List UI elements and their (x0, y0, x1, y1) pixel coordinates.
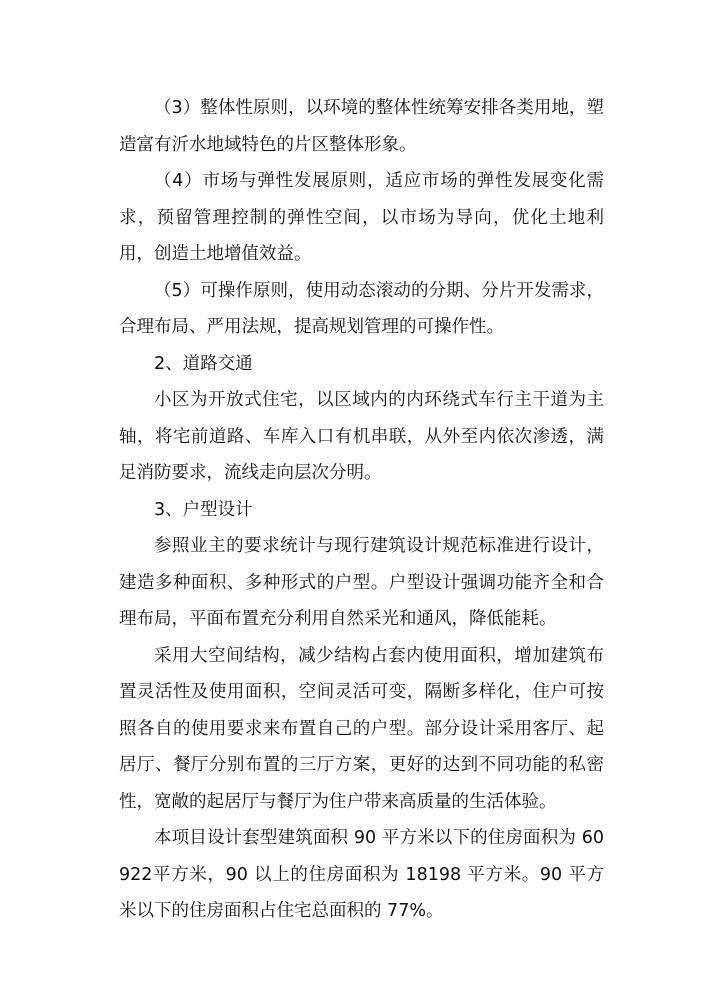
paragraph-principle-5: （5）可操作原则，使用动态滚动的分期、分片开发需求，合理布局、严用法规，提高规划管理的可操作性。 (119, 280, 604, 337)
section-heading-road-traffic: 2、道路交通 (154, 353, 253, 374)
paragraph-principle-3: （3）整体性原则，以环境的整体性统筹安排各类用地，塑造富有沂水地域特色的片区整体形象。 (119, 98, 604, 155)
document-body (119, 90, 604, 930)
paragraph-area-statistics: 本项目设计套型建筑面积 90 平方米以下的住房面积为 60922平方米，90 以上的住房面积为 18198 平方米。90 平方米以下的住房面积占住宅总面积的 77%。 (119, 828, 604, 921)
paragraph-unit-design-1: 参照业主的要求统计与现行建筑设计规范标准进行设计，建造多种面积、多种形式的户型。户型设计强调功能齐全和合理布局，平面布置充分利用自然采光和通风，降低能耗。 (119, 536, 604, 629)
paragraph-road-traffic: 小区为开放式住宅，以区域内的内环绕式车行主干道为主轴，将宅前道路、车库入口有机串联，从外至内依次渗透，满足消防要求，流线走向层次分明。 (119, 390, 604, 483)
paragraph-unit-design-2: 采用大空间结构，减少结构占套内使用面积，增加建筑布置灵活性及使用面积，空间灵活可变，隔断多样化，住户可按照各自的使用要求来布置自己的户型。部分设计采用客厅、起居厅、餐厅分别布置的三厅方案，更好的达到不同功能的私密性，宽敞的起居厅与餐厅为住户带来高质量的生活体验。 (119, 645, 604, 812)
section-heading-unit-design: 3、户型设计 (154, 499, 253, 520)
paragraph-principle-4: （4）市场与弹性发展原则，适应市场的弹性发展变化需求，预留管理控制的弹性空间，以市场为导向，优化土地利用，创造土地增值效益。 (119, 171, 604, 264)
